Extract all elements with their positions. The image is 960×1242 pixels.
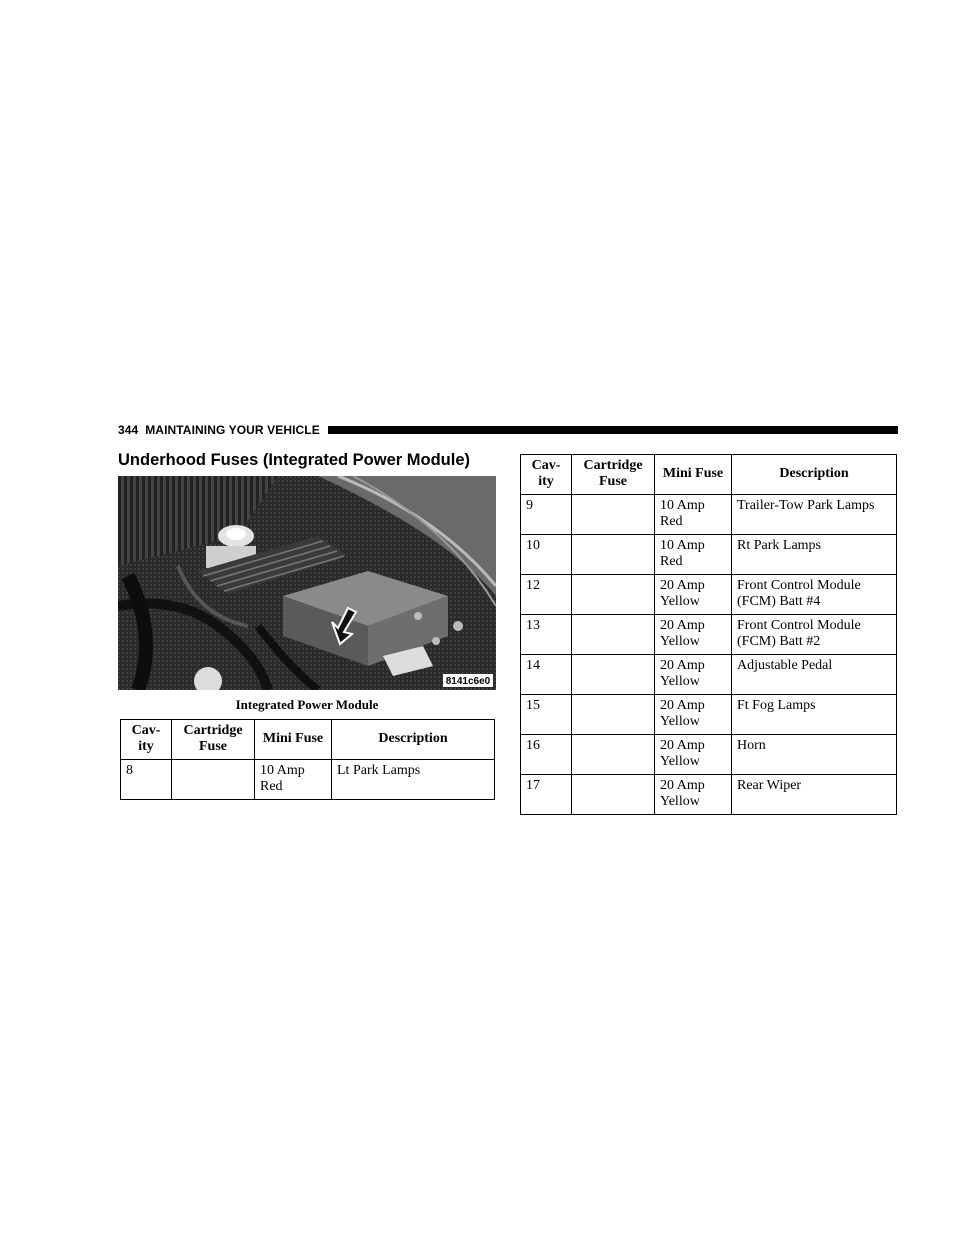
section-title: Underhood Fuses (Integrated Power Module) — [118, 451, 471, 469]
mini-fuse-cell: 20 Amp Yellow — [655, 775, 732, 815]
description-cell: Trailer-Tow Park Lamps — [732, 495, 897, 535]
table-row — [521, 735, 897, 775]
page-number: 344 — [118, 423, 139, 437]
description-cell: Lt Park Lamps — [332, 760, 495, 800]
table-row — [121, 760, 495, 800]
mini-fuse-cell: 10 Amp Red — [655, 535, 732, 575]
section-name: MAINTAINING YOUR VEHICLE — [145, 423, 320, 437]
description-cell: Rear Wiper — [732, 775, 897, 815]
mini-fuse-cell: 20 Amp Yellow — [655, 655, 732, 695]
mini-fuse-cell: 20 Amp Yellow — [655, 735, 732, 775]
table-row — [521, 495, 897, 535]
mini-fuse-cell: 10 Amp Red — [655, 495, 732, 535]
cavity-cell: 17 — [521, 775, 572, 815]
mini-fuse-cell: 10 Amp Red — [255, 760, 332, 800]
cavity-cell: 15 — [521, 695, 572, 735]
engine-bay-illustration — [118, 476, 496, 690]
table-row — [521, 615, 897, 655]
cavity-cell: 13 — [521, 615, 572, 655]
page-header-text — [118, 423, 320, 437]
mini-fuse-cell: 20 Amp Yellow — [655, 575, 732, 615]
table-row — [521, 535, 897, 575]
table-body — [121, 760, 495, 800]
cartridge-fuse-cell — [572, 615, 655, 655]
header-mini: Mini Fuse — [255, 720, 332, 760]
table-row — [521, 775, 897, 815]
page-header — [118, 423, 898, 437]
header-mini: Mini Fuse — [655, 455, 732, 495]
description-cell: Front Control Module (FCM) Batt #2 — [732, 615, 897, 655]
engine-bay-photo — [118, 476, 496, 690]
description-cell: Rt Park Lamps — [732, 535, 897, 575]
cartridge-fuse-cell — [172, 760, 255, 800]
fuse-table-left — [120, 719, 495, 800]
table-body — [521, 495, 897, 815]
description-cell: Ft Fog Lamps — [732, 695, 897, 735]
header-cavity: Cav- ity — [521, 455, 572, 495]
figure-caption: Integrated Power Module — [235, 697, 379, 712]
mini-fuse-cell: 20 Amp Yellow — [655, 615, 732, 655]
header-cartridge: Cartridge Fuse — [172, 720, 255, 760]
description-cell: Horn — [732, 735, 897, 775]
cartridge-fuse-cell — [572, 495, 655, 535]
cartridge-fuse-cell — [572, 775, 655, 815]
cavity-cell: 16 — [521, 735, 572, 775]
description-cell: Adjustable Pedal — [732, 655, 897, 695]
table-row — [521, 575, 897, 615]
cavity-cell: 9 — [521, 495, 572, 535]
description-cell: Front Control Module (FCM) Batt #4 — [732, 575, 897, 615]
cartridge-fuse-cell — [572, 735, 655, 775]
table-header-row — [521, 455, 897, 495]
mini-fuse-cell: 20 Amp Yellow — [655, 695, 732, 735]
cartridge-fuse-cell — [572, 575, 655, 615]
header-description: Description — [732, 455, 897, 495]
cartridge-fuse-cell — [572, 695, 655, 735]
cavity-cell: 14 — [521, 655, 572, 695]
table-header-row — [121, 720, 495, 760]
cavity-cell: 10 — [521, 535, 572, 575]
table-row — [521, 695, 897, 735]
table-row — [521, 655, 897, 695]
cartridge-fuse-cell — [572, 535, 655, 575]
header-cartridge: Cartridge Fuse — [572, 455, 655, 495]
cavity-cell: 12 — [521, 575, 572, 615]
cartridge-fuse-cell — [572, 655, 655, 695]
header-rule — [328, 426, 898, 434]
fuse-table-right — [520, 454, 897, 815]
cavity-cell: 8 — [121, 760, 172, 800]
figure-code: 8141c6e0 — [445, 676, 491, 687]
header-description: Description — [332, 720, 495, 760]
header-cavity: Cav- ity — [121, 720, 172, 760]
